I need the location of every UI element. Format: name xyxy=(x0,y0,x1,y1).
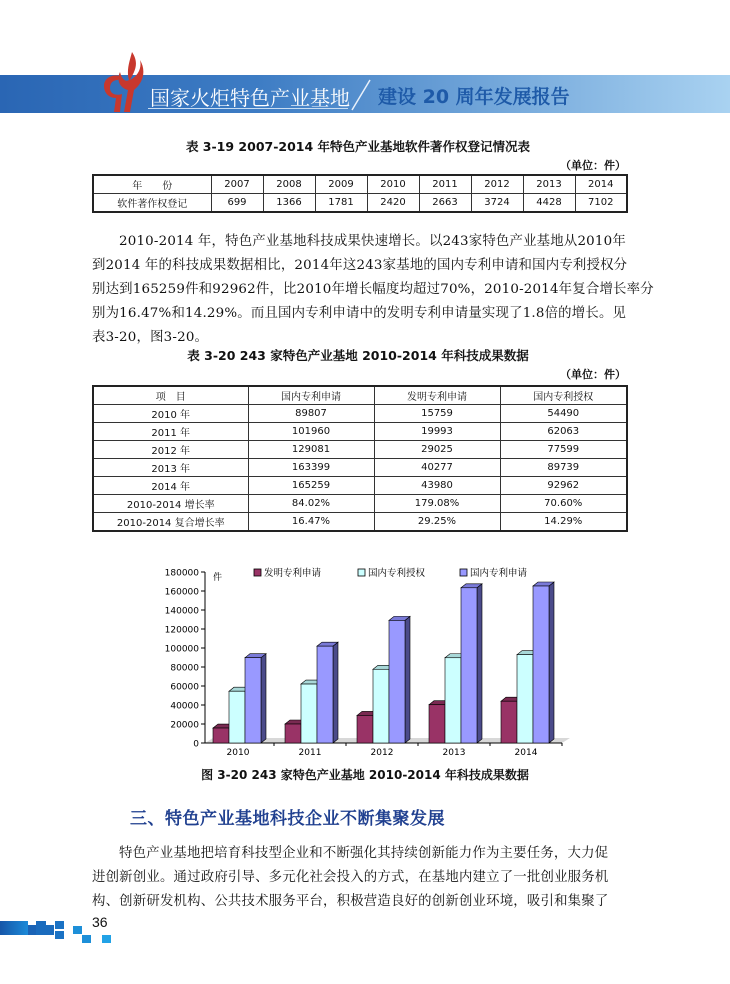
table2-cell: 2010 年 xyxy=(93,405,248,423)
y-tick-label: 60000 xyxy=(170,682,199,693)
bar xyxy=(517,655,533,743)
paragraph-line: 特色产业基地把培育科技型企业和不断强化其持续创新能力作为主要任务，大力促 xyxy=(119,846,609,861)
x-tick-label: 2011 xyxy=(298,748,322,758)
table2 xyxy=(92,385,628,532)
table2-header-row xyxy=(93,386,627,405)
y-tick-label: 20000 xyxy=(170,720,199,731)
table2-title: 表 3-20 243 家特色产业基地 2010-2014 年科技成果数据 xyxy=(187,348,529,363)
figure-caption: 图 3-20 243 家特色产业基地 2010-2014 年科技成果数据 xyxy=(201,768,529,782)
bar xyxy=(389,620,405,743)
table2-cell: 29025 xyxy=(374,441,500,459)
table2-header-cell: 项 目 xyxy=(93,386,248,405)
table2-header-cell: 国内专利授权 xyxy=(500,386,627,405)
table1-header-cell: 2007 xyxy=(211,175,263,194)
table1-header-cell: 2009 xyxy=(315,175,367,194)
table2-cell: 43980 xyxy=(374,477,500,495)
legend-label: 国内专利申请 xyxy=(470,568,528,579)
table2-cell: 54490 xyxy=(500,405,627,423)
bar-side xyxy=(333,642,338,743)
table2-cell: 2010-2014 复合增长率 xyxy=(93,513,248,532)
x-tick-label: 2013 xyxy=(442,748,466,758)
table2-cell: 163399 xyxy=(248,459,374,477)
y-tick-label: 0 xyxy=(193,739,199,750)
table1-header-cell: 2013 xyxy=(523,175,575,194)
table2-cell: 62063 xyxy=(500,423,627,441)
table2-row xyxy=(93,423,627,441)
bar xyxy=(285,724,301,743)
table2-unit: （单位：件） xyxy=(560,368,626,381)
bar-side xyxy=(549,582,554,743)
paragraph-line: 别达到165259件和92962件，比2010年增长幅度均超过70%，2010-2014年复合增长率分 xyxy=(92,282,654,297)
x-tick-label: 2012 xyxy=(370,748,394,758)
legend-label: 发明专利申请 xyxy=(264,568,322,579)
table2-cell: 2014 年 xyxy=(93,477,248,495)
page-number: 36 xyxy=(92,914,108,930)
table1-header-cell: 2011 xyxy=(419,175,471,194)
x-tick-label: 2014 xyxy=(514,748,538,758)
bar xyxy=(229,691,245,743)
bar xyxy=(213,728,229,743)
bar xyxy=(501,701,517,743)
table2-cell: 2013 年 xyxy=(93,459,248,477)
header-divider-icon xyxy=(348,76,374,112)
bar-chart xyxy=(150,562,590,762)
y-tick-label: 140000 xyxy=(164,606,199,617)
bar xyxy=(357,715,373,743)
table2-row xyxy=(93,477,627,495)
bar xyxy=(533,586,549,743)
bar-side xyxy=(261,654,266,743)
y-tick-label: 100000 xyxy=(164,644,199,655)
paragraph-line: 表3-20，图3-20。 xyxy=(92,330,209,345)
bar xyxy=(373,669,389,743)
table1-cell: 7102 xyxy=(575,194,627,213)
table2-header-cell: 国内专利申请 xyxy=(248,386,374,405)
header-title-right: 建设 20 周年发展报告 xyxy=(378,86,570,108)
paragraph-line: 进创新创业。通过政府引导、多元化社会投入的方式，在基地内建立了一批创业服务机 xyxy=(92,870,609,885)
table1-cell: 2420 xyxy=(367,194,419,213)
bar xyxy=(461,588,477,743)
table2-row xyxy=(93,405,627,423)
paragraph-2 xyxy=(92,842,652,914)
table2-cell: 16.47% xyxy=(248,513,374,532)
legend-swatch xyxy=(358,569,365,576)
table2-cell: 14.29% xyxy=(500,513,627,532)
table2-cell: 165259 xyxy=(248,477,374,495)
y-tick-label: 120000 xyxy=(164,625,199,636)
table2-cell: 2012 年 xyxy=(93,441,248,459)
bar-side xyxy=(405,616,410,743)
table2-row xyxy=(93,459,627,477)
table1-cell: 软件著作权登记 xyxy=(93,194,211,213)
table2-cell: 129081 xyxy=(248,441,374,459)
table2-cell: 2010-2014 增长率 xyxy=(93,495,248,513)
bar xyxy=(301,684,317,743)
y-axis-unit-label: 件 xyxy=(213,573,223,583)
table2-cell: 89807 xyxy=(248,405,374,423)
section-heading: 三、特色产业基地科技企业不断集聚发展 xyxy=(130,809,445,829)
y-tick-label: 80000 xyxy=(170,663,199,674)
paragraph-line: 别为16.47%和14.29%。而且国内专利申请中的发明专利申请量实现了1.8倍的增长。见 xyxy=(92,306,627,321)
table1-cell: 699 xyxy=(211,194,263,213)
table1-cell: 3724 xyxy=(471,194,523,213)
table1-cell: 1366 xyxy=(263,194,315,213)
table1-title: 表 3-19 2007-2014 年特色产业基地软件著作权登记情况表 xyxy=(185,139,531,154)
header-title-left: 国家火炬特色产业基地 xyxy=(150,86,350,110)
legend-label: 国内专利授权 xyxy=(368,568,426,579)
table2-row xyxy=(93,495,627,513)
bar xyxy=(245,658,261,743)
paragraph-line: 到2014 年的科技成果数据相比，2014年这243家基地的国内专利申请和国内专利授权分 xyxy=(92,258,628,273)
bar xyxy=(317,646,333,743)
table2-cell: 179.08% xyxy=(374,495,500,513)
x-tick-label: 2010 xyxy=(226,748,250,758)
table2-cell: 19993 xyxy=(374,423,500,441)
table1-header-cell: 2012 xyxy=(471,175,523,194)
legend-swatch xyxy=(460,569,467,576)
table2-cell: 15759 xyxy=(374,405,500,423)
y-tick-label: 180000 xyxy=(164,568,199,579)
table2-cell: 89739 xyxy=(500,459,627,477)
table2-header-cell: 发明专利申请 xyxy=(374,386,500,405)
table2-cell: 92962 xyxy=(500,477,627,495)
table2-row xyxy=(93,441,627,459)
bar xyxy=(445,658,461,743)
table2-cell: 29.25% xyxy=(374,513,500,532)
table2-cell: 2011 年 xyxy=(93,423,248,441)
y-tick-label: 40000 xyxy=(170,701,199,712)
paragraph-line: 2010-2014 年，特色产业基地科技成果快速增长。以243家特色产业基地从2010年 xyxy=(119,234,626,249)
torch-logo-icon xyxy=(96,50,152,114)
legend-swatch xyxy=(254,569,261,576)
table1-data-row xyxy=(93,194,627,213)
table1-header-cell: 年 份 xyxy=(93,175,211,194)
table1-header-cell: 2008 xyxy=(263,175,315,194)
table2-cell: 101960 xyxy=(248,423,374,441)
table1-header-cell: 2014 xyxy=(575,175,627,194)
bar-side xyxy=(477,584,482,743)
table1-cell: 1781 xyxy=(315,194,367,213)
paragraph-1 xyxy=(92,230,654,350)
table1-unit: （单位：件） xyxy=(560,159,626,172)
table1-cell: 2663 xyxy=(419,194,471,213)
table2-cell: 40277 xyxy=(374,459,500,477)
table1-header-row xyxy=(93,175,627,194)
table1-cell: 4428 xyxy=(523,194,575,213)
table2-cell: 70.60% xyxy=(500,495,627,513)
chart-svg xyxy=(150,562,590,762)
bar xyxy=(429,705,445,743)
y-tick-label: 160000 xyxy=(164,587,199,598)
paragraph-line: 构、创新研发机构、公共技术服务平台，积极营造良好的创新创业环境，吸引和集聚了 xyxy=(92,894,609,909)
table1 xyxy=(92,174,628,213)
table2-row xyxy=(93,513,627,532)
table2-cell: 84.02% xyxy=(248,495,374,513)
table1-header-cell: 2010 xyxy=(367,175,419,194)
table2-cell: 77599 xyxy=(500,441,627,459)
